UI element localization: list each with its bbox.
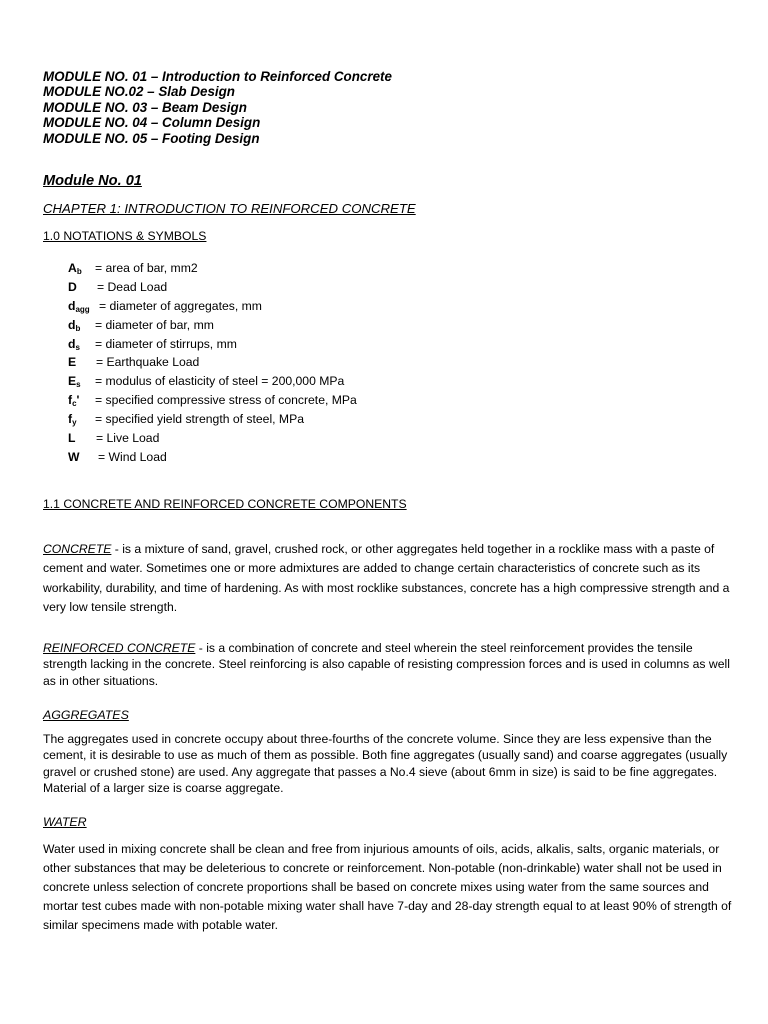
notation-definition: = diameter of aggregates, mm xyxy=(99,298,262,313)
module-item: MODULE NO. 05 – Footing Design xyxy=(43,130,260,146)
notation-symbol: $d_s$ xyxy=(68,336,80,352)
module-item: MODULE NO. 03 – Beam Design xyxy=(43,99,247,115)
notation-definition: = area of bar, mm2 xyxy=(95,261,198,275)
notation-symbol: W xyxy=(68,449,80,464)
paragraph-concrete xyxy=(43,540,733,617)
section-heading-components: 1.1 CONCRETE AND REINFORCED CONCRETE COMPONENTS xyxy=(43,497,407,511)
notation-symbol: $d_b$ xyxy=(68,317,81,333)
notation-definition: = diameter of bar, mm xyxy=(95,317,214,332)
heading-water: WATER xyxy=(43,815,87,829)
module-item: MODULE NO. 04 – Column Design xyxy=(43,115,261,131)
module-item: MODULE NO. 01 – Introduction to Reinforced Concrete xyxy=(43,69,392,84)
notation-definition: = diameter of stirrups, mm xyxy=(95,336,237,351)
module-list xyxy=(43,69,392,146)
notation-symbol: $E_s$ xyxy=(68,374,81,390)
notation-definition: = Live Load xyxy=(96,431,160,446)
term-concrete: CONCRETE xyxy=(43,542,112,556)
paragraph-water: Water used in mixing concrete shall be clean and free from injurious amounts of oils, acids, alkalis, salts, organic materials, or other substances that may be deleterious to concrete or reinforcement. Non-potable (non-drinkable) water shall not be used in concrete unless selection of concrete proportions shall be based on concrete mixes using water from the same sources and mortar test cubes made with non-potable mixing water shall have 7-day and 28-day strength equal to at least 90% of strength of similar specimens made with potable water. xyxy=(43,842,732,932)
notation-symbol: $d_{agg}$ xyxy=(68,298,90,314)
paragraph-text: - is a combination of concrete and steel wherein the steel reinforcement provides the tensile strength lacking in the concrete. Steel reinforcing is also capable of resisting compression forces and is used in columns as well as in other situations. xyxy=(43,641,730,688)
notation-symbol: $A_b$ xyxy=(68,261,82,276)
notation-definition: = modulus of elasticity of steel = 200,000 MPa xyxy=(95,374,345,389)
heading-aggregates: AGGREGATES xyxy=(43,708,129,722)
notation-definition: = Wind Load xyxy=(98,449,167,464)
section-heading-notations: 1.0 NOTATIONS & SYMBOLS xyxy=(43,229,207,243)
paragraph-reinforced-concrete xyxy=(43,640,733,689)
module-heading: Module No. 01 xyxy=(43,173,142,189)
notation-definition: = specified compressive stress of concrete, MPa xyxy=(95,393,357,408)
notation-symbol: $f_c'$ xyxy=(68,393,80,409)
notation-definition: = Dead Load xyxy=(97,279,168,294)
notation-symbol: D xyxy=(68,279,77,294)
module-item: MODULE NO.02 – Slab Design xyxy=(43,84,235,100)
paragraph-text: - is a mixture of sand, gravel, crushed rock, or other aggregates held together in a rocklike mass with a paste of cement and water. Sometimes one or more admixtures are added to change certain characteristics of concrete such as its workability, durability, and time of hardening. As with most rocklike substances, concrete has a high compressive strength and a very low tensile strength. xyxy=(43,542,730,614)
notation-definition: = specified yield strength of steel, MPa xyxy=(95,412,304,427)
notation-symbol: L xyxy=(68,431,76,446)
notation-symbol: E xyxy=(68,355,77,370)
paragraph-aggregates: The aggregates used in concrete occupy about three-fourths of the concrete volume. Since they are less expensive than the cement, it is desirable to use as much of them as possible. Both fine aggregates (usually sand) and coarse aggregates (usually gravel or crushed stone) are used. Any aggregate that passes a No.4 sieve (about 6mm in size) is said to be fine aggregates. Material of a larger size is coarse aggregate. xyxy=(43,732,728,795)
chapter-title: CHAPTER 1: INTRODUCTION TO REINFORCED CONCRETE xyxy=(43,201,416,216)
notation-definition: = Earthquake Load xyxy=(96,355,200,370)
term-reinforced-concrete: REINFORCED CONCRETE xyxy=(43,641,196,655)
notation-symbol: $f_y$ xyxy=(68,412,77,428)
